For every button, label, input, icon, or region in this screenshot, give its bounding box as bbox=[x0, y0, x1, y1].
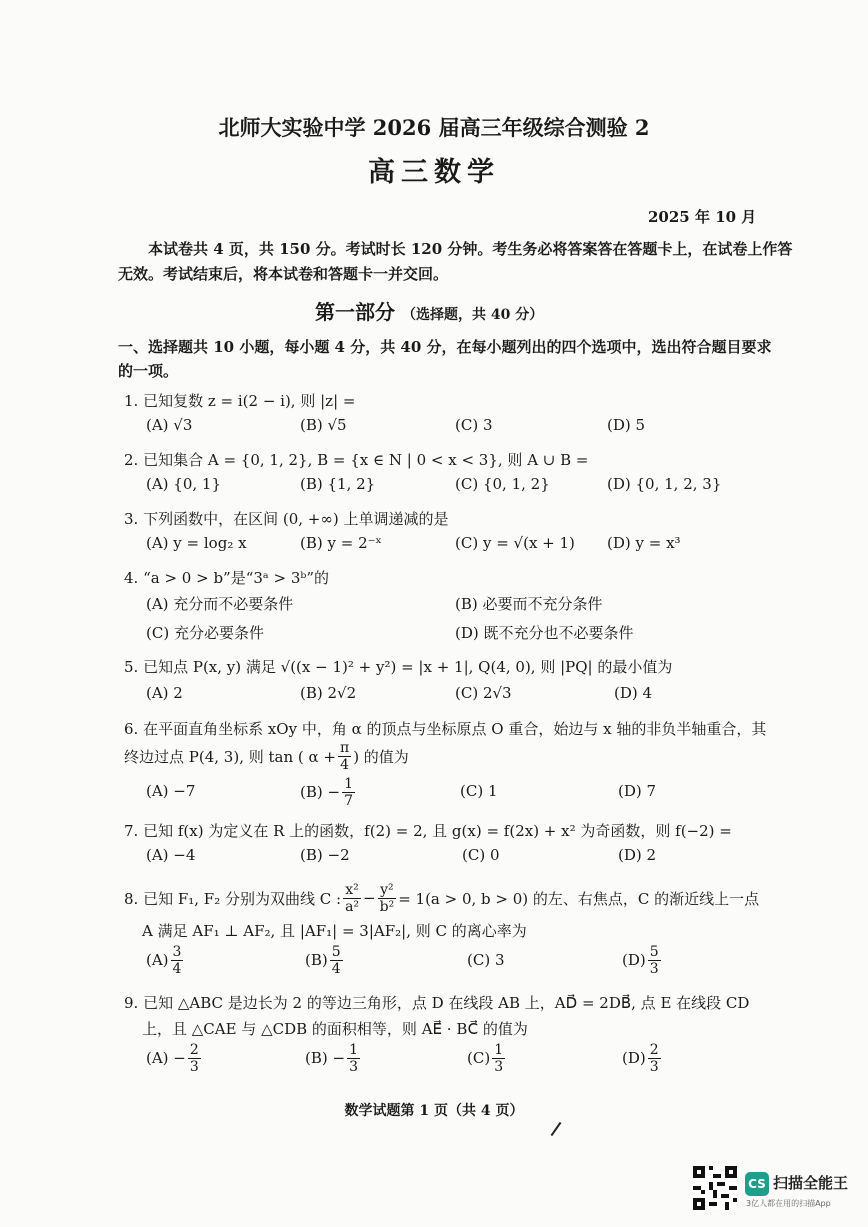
qr-code-icon bbox=[693, 1166, 737, 1210]
q2-option-b: (B) {1, 2} bbox=[300, 475, 376, 493]
scanner-name: 扫描全能王 bbox=[773, 1174, 849, 1192]
q6-stem-pre: 终边过点 P(4, 3), 则 tan ( α + bbox=[124, 747, 336, 766]
q8-a-fraction bbox=[171, 944, 184, 977]
q8-stem-line-1 bbox=[124, 878, 759, 918]
q9-b-num: 1 bbox=[349, 1041, 358, 1058]
q8-option-b bbox=[305, 940, 345, 980]
q8-frac-2 bbox=[378, 882, 397, 915]
q8-option-d bbox=[622, 940, 663, 980]
part-title bbox=[315, 296, 543, 325]
q6-option-a: (A) −7 bbox=[146, 782, 196, 800]
q9-c-prefix: (C) bbox=[467, 1049, 491, 1067]
scanner-slogan: 3亿人都在用的扫描App bbox=[746, 1199, 831, 1208]
q8-a-prefix: (A) bbox=[146, 951, 169, 969]
q9-stem-line-1: 9. 已知 △ABC 是边长为 2 的等边三角形，点 D 在线段 AB 上，AD⃗ = 2DB⃗, 点 E 在线段 CD bbox=[124, 994, 750, 1012]
q5-stem: 5. 已知点 P(x, y) 满足 √((x − 1)² + y²) = |x + 1|, Q(4, 0), 则 |PQ| 的最小值为 bbox=[124, 658, 673, 676]
q8-frac-2-den: b² bbox=[379, 898, 395, 915]
q8-stem-line-2: A 满足 AF₁ ⊥ AF₂, 且 |AF₁| = 3|AF₂|, 则 C 的离心率为 bbox=[142, 922, 527, 940]
q9-a-num: 2 bbox=[189, 1041, 199, 1058]
q3-option-c: (C) y = √(x + 1) bbox=[455, 534, 575, 552]
q9-c-fraction bbox=[492, 1042, 505, 1075]
q6-stem-line-1: 6. 在平面直角坐标系 xOy 中，角 α 的顶点与坐标原点 O 重合，始边与 x 轴的非负半轴重合，其 bbox=[124, 720, 767, 738]
q3-option-d: (D) y = x³ bbox=[607, 534, 681, 552]
q1-option-d: (D) 5 bbox=[607, 416, 646, 434]
q8-b-num: 5 bbox=[331, 943, 341, 960]
q6-frac-den: 4 bbox=[340, 756, 350, 773]
q6-b-num: 1 bbox=[344, 775, 353, 792]
q1-option-c: (C) 3 bbox=[455, 416, 493, 434]
q9-d-den: 3 bbox=[649, 1058, 659, 1075]
section-heading-line-2: 的一项。 bbox=[118, 362, 179, 380]
instructions-line-2: 无效。考试结束后，将本试卷和答题卡一并交回。 bbox=[118, 265, 449, 283]
q8-frac-1 bbox=[343, 882, 361, 915]
q9-option-d bbox=[622, 1038, 663, 1078]
q3-stem: 3. 下列函数中，在区间 (0, +∞) 上单调递减的是 bbox=[124, 510, 449, 528]
q5-option-a: (A) 2 bbox=[146, 684, 183, 702]
q1-option-a: (A) √3 bbox=[146, 416, 193, 434]
q6-stem-line-2 bbox=[124, 736, 409, 776]
q7-option-a: (A) −4 bbox=[146, 846, 196, 864]
exam-date: 2025 年 10 月 bbox=[648, 208, 757, 226]
q7-stem: 7. 已知 f(x) 为定义在 R 上的函数，f(2) = 2, 且 g(x) = f(2x) + x² 为奇函数，则 f(−2) = bbox=[124, 822, 732, 840]
q2-stem: 2. 已知集合 A = {0, 1, 2}, B = {x ∈ N | 0 < x < 3}, 则 A ∪ B = bbox=[124, 451, 589, 469]
q8-d-fraction bbox=[648, 944, 661, 977]
q8-frac-1-num: x² bbox=[345, 881, 359, 898]
q3-option-a: (A) y = log₂ x bbox=[146, 534, 247, 552]
part-title-main: 第一部分 bbox=[315, 300, 395, 324]
q9-c-num: 1 bbox=[494, 1041, 504, 1058]
q9-a-prefix: (A) − bbox=[146, 1049, 186, 1067]
q8-stem-pre: 8. 已知 F₁, F₂ 分别为双曲线 C : bbox=[124, 889, 342, 908]
q4-option-c: (C) 充分必要条件 bbox=[146, 624, 264, 642]
q9-option-b bbox=[305, 1038, 362, 1078]
q8-frac-2-num: y² bbox=[380, 881, 394, 898]
section-heading-line-1: 一、选择题共 10 小题，每小题 4 分，共 40 分，在每小题列出的四个选项中，选出符合题目要求 bbox=[118, 338, 772, 356]
q9-option-c bbox=[467, 1038, 507, 1078]
q8-b-prefix: (B) bbox=[305, 951, 328, 969]
q7-option-d: (D) 2 bbox=[618, 846, 657, 864]
q6-b-prefix: (B) − bbox=[300, 783, 341, 801]
q6-option-c: (C) 1 bbox=[460, 782, 498, 800]
q4-option-a: (A) 充分而不必要条件 bbox=[146, 595, 294, 613]
q6-fraction bbox=[338, 740, 351, 773]
q8-stem-post: = 1(a > 0, b > 0) 的左、右焦点，C 的渐近线上一点 bbox=[398, 889, 760, 908]
q6-option-d: (D) 7 bbox=[618, 782, 657, 800]
pen-mark bbox=[551, 1122, 562, 1136]
q6-frac-num: π bbox=[339, 739, 350, 756]
q8-minus: − bbox=[363, 889, 376, 907]
q5-option-c: (C) 2√3 bbox=[455, 684, 512, 702]
q2-option-a: (A) {0, 1} bbox=[146, 475, 222, 493]
q9-option-a bbox=[146, 1038, 203, 1078]
scanner-logo-icon: CS bbox=[745, 1172, 769, 1196]
q7-option-c: (C) 0 bbox=[462, 846, 500, 864]
q6-b-fraction bbox=[342, 776, 355, 809]
q6-b-den: 7 bbox=[344, 792, 353, 809]
q5-option-d: (D) 4 bbox=[614, 684, 653, 702]
q5-option-b: (B) 2√2 bbox=[300, 684, 357, 702]
q8-b-den: 4 bbox=[331, 960, 341, 977]
q8-option-c: (C) 3 bbox=[467, 951, 505, 969]
q9-b-den: 3 bbox=[349, 1058, 358, 1075]
q9-stem-line-2: 上，且 △CAE 与 △CDB 的面积相等，则 AE⃗ · BC⃗ 的值为 bbox=[142, 1020, 528, 1038]
q9-a-fraction bbox=[188, 1042, 201, 1075]
q9-d-prefix: (D) bbox=[622, 1049, 646, 1067]
q7-option-b: (B) −2 bbox=[300, 846, 350, 864]
q4-option-b: (B) 必要而不充分条件 bbox=[455, 595, 603, 613]
q4-stem: 4. “a > 0 > b”是“3ᵃ > 3ᵇ”的 bbox=[124, 569, 330, 587]
q3-option-b: (B) y = 2⁻ˣ bbox=[300, 534, 382, 552]
exam-title: 北师大实验中学 2026 届高三年级综合测验 2 bbox=[218, 115, 650, 140]
q6-stem-post: ) 的值为 bbox=[353, 747, 409, 766]
part-title-sub: （选择题，共 40 分） bbox=[401, 307, 544, 323]
instructions-line-1: 本试卷共 4 页，共 150 分。考试时长 120 分钟。考生务必将答案答在答题卡上，在试卷上作答 bbox=[148, 240, 793, 258]
q9-d-fraction bbox=[648, 1042, 661, 1075]
q8-frac-1-den: a² bbox=[345, 898, 360, 915]
q1-option-b: (B) √5 bbox=[300, 416, 347, 434]
q9-c-den: 3 bbox=[494, 1058, 504, 1075]
q8-a-den: 4 bbox=[172, 960, 182, 977]
q8-d-num: 5 bbox=[649, 943, 659, 960]
q9-b-fraction bbox=[347, 1042, 360, 1075]
page-footer: 数学试题第 1 页（共 4 页） bbox=[344, 1103, 524, 1119]
q6-option-b bbox=[300, 772, 357, 812]
q9-b-prefix: (B) − bbox=[305, 1049, 346, 1067]
q8-a-num: 3 bbox=[172, 943, 182, 960]
subject-title: 高三数学 bbox=[368, 157, 500, 188]
q8-d-prefix: (D) bbox=[622, 951, 646, 969]
q8-d-den: 3 bbox=[649, 960, 659, 977]
q2-option-d: (D) {0, 1, 2, 3} bbox=[607, 475, 722, 493]
q9-a-den: 3 bbox=[189, 1058, 199, 1075]
q8-option-a bbox=[146, 940, 185, 980]
q8-b-fraction bbox=[330, 944, 343, 977]
q2-option-c: (C) {0, 1, 2} bbox=[455, 475, 550, 493]
q1-stem: 1. 已知复数 z = i(2 − i), 则 |z| = bbox=[124, 392, 356, 410]
q9-d-num: 2 bbox=[649, 1041, 659, 1058]
q4-option-d: (D) 既不充分也不必要条件 bbox=[455, 624, 634, 642]
